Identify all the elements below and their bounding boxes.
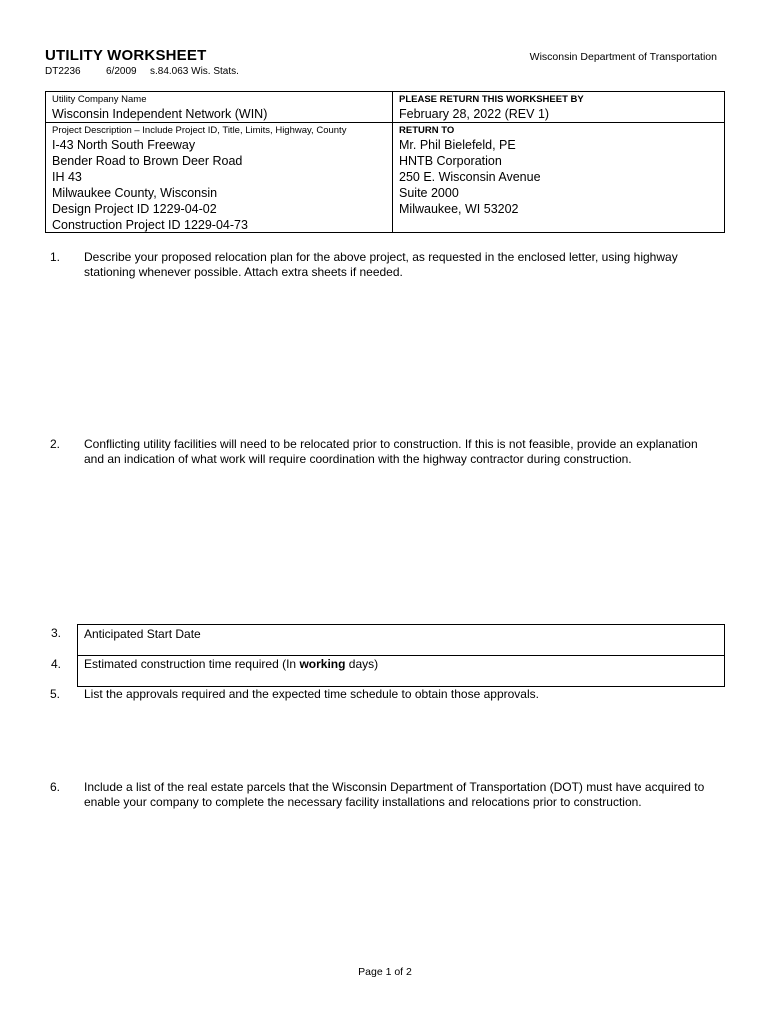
project-line[interactable]: Construction Project ID 1229-04-73 <box>52 218 248 232</box>
project-label: Project Description – Include Project ID, Title, Limits, Highway, County <box>52 125 347 136</box>
construction-time-label: Estimated construction time required (In working days) <box>84 657 379 671</box>
form-title: UTILITY WORKSHEET <box>45 47 207 64</box>
answer-area-5[interactable] <box>77 707 725 772</box>
project-cell <box>46 123 392 232</box>
project-line[interactable]: IH 43 <box>52 170 82 184</box>
return-by-label: PLEASE RETURN THIS WORKSHEET BY <box>399 94 584 105</box>
project-line[interactable]: Milwaukee County, Wisconsin <box>52 186 218 200</box>
return-to-line[interactable]: Suite 2000 <box>399 186 459 200</box>
return-to-line[interactable]: HNTB Corporation <box>399 154 502 168</box>
info-table <box>45 91 725 233</box>
return-to-label: RETURN TO <box>399 125 455 136</box>
return-to-cell <box>393 123 724 232</box>
return-by-cell <box>393 92 724 122</box>
start-date-label: Anticipated Start Date <box>84 627 201 641</box>
return-by-value[interactable]: February 28, 2022 (REV 1) <box>399 107 550 121</box>
form-meta <box>45 66 239 77</box>
question-number: 2. <box>50 437 61 451</box>
company-value[interactable]: Wisconsin Independent Network (WIN) <box>52 107 268 121</box>
form-number: DT2236 <box>45 66 81 77</box>
company-cell <box>46 92 392 122</box>
start-date-field[interactable] <box>77 624 725 656</box>
answer-area-1[interactable] <box>77 290 725 430</box>
page-number: Page 1 of 2 <box>358 966 412 978</box>
question-text: Conflicting utility facilities will need to be relocated prior to construction. If this is not feasible, provide an explanation and an indication of what work will require coordination with the highway contractor during construction. <box>84 437 698 466</box>
company-label: Utility Company Name <box>52 94 147 105</box>
project-line[interactable]: Bender Road to Brown Deer Road <box>52 154 243 168</box>
agency-name: Wisconsin Department of Transportation <box>529 51 717 63</box>
question-text: Include a list of the real estate parcels that the Wisconsin Department of Transportation (DOT) must have acquired to enable your company to complete the necessary facility installations and relocations prior to construction. <box>84 780 705 809</box>
question-number: 1. <box>50 250 61 264</box>
project-line[interactable]: I-43 North South Freeway <box>52 138 196 152</box>
question-4-number: 4. <box>51 657 62 671</box>
question-text: List the approvals required and the expected time schedule to obtain those approvals. <box>84 687 539 701</box>
return-to-line[interactable]: Mr. Phil Bielefeld, PE <box>399 138 516 152</box>
form-date: 6/2009 <box>106 66 137 77</box>
question-number: 5. <box>50 687 61 701</box>
project-line[interactable]: Design Project ID 1229-04-02 <box>52 202 217 216</box>
return-to-line[interactable]: 250 E. Wisconsin Avenue <box>399 170 541 184</box>
construction-time-field[interactable] <box>77 655 725 687</box>
form-statute: s.84.063 Wis. Stats. <box>150 66 239 77</box>
question-text: Describe your proposed relocation plan for the above project, as requested in the enclosed letter, using highway stationing whenever possible. Attach extra sheets if needed. <box>84 250 678 279</box>
answer-area-6[interactable] <box>77 830 725 955</box>
answer-area-2[interactable] <box>77 492 725 617</box>
question-3-number: 3. <box>51 626 62 640</box>
question-number: 6. <box>50 780 61 794</box>
return-to-line[interactable]: Milwaukee, WI 53202 <box>399 202 519 216</box>
